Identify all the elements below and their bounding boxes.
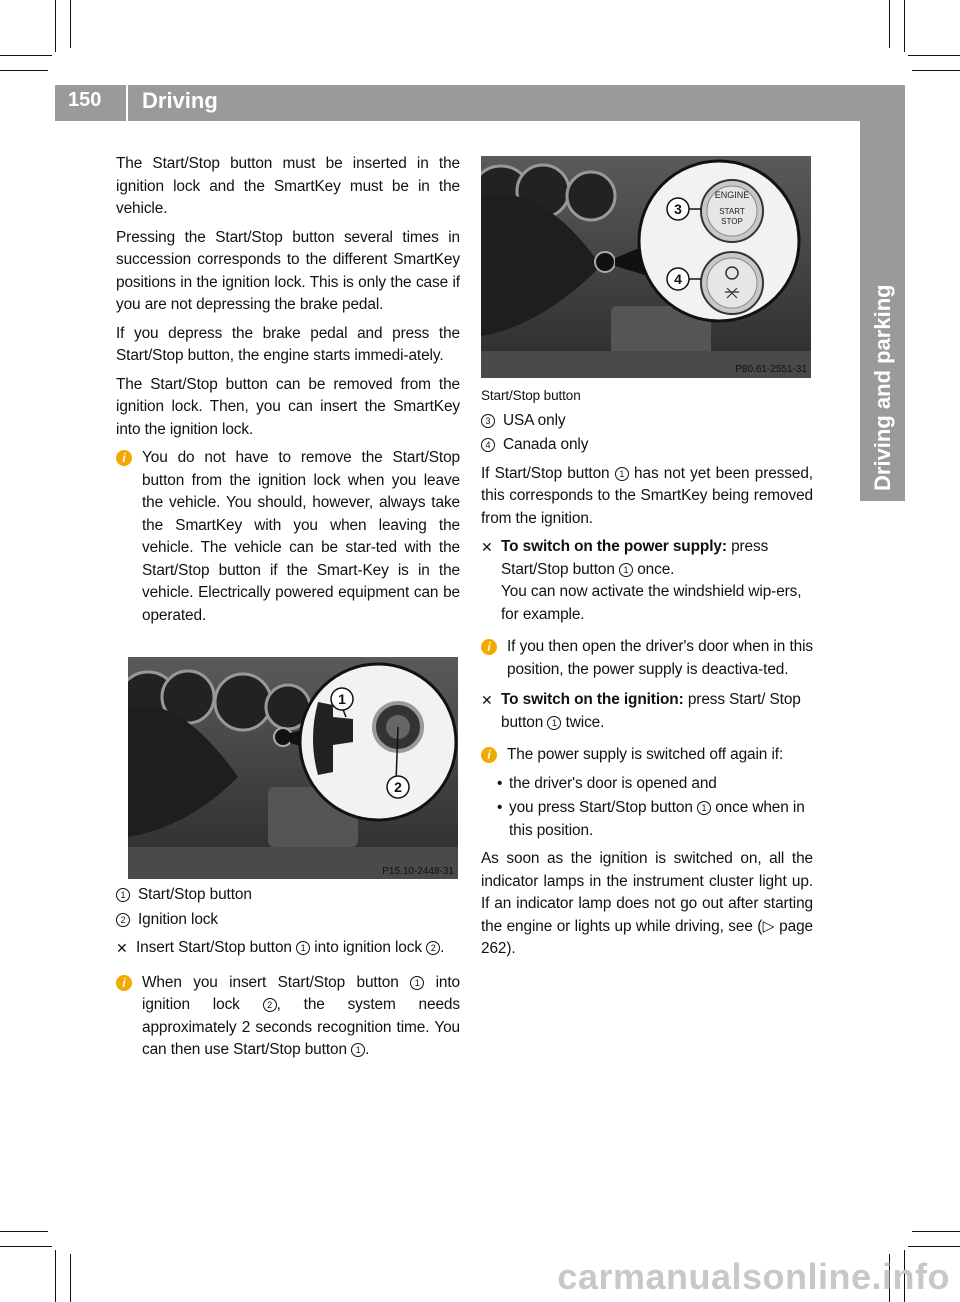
paragraph: The Start/Stop button must be inserted in the ignition lock and the SmartKey must be in the vehicle.: [116, 155, 460, 217]
step-text: .: [440, 939, 445, 956]
crop-mark: [70, 0, 71, 48]
info-text: The power supply is switched off again if:: [507, 746, 784, 763]
callout-number: 2: [263, 998, 277, 1012]
paragraph: [481, 463, 813, 531]
paragraph-text: As soon as the ignition is switched on, all the indicator lamps in the instrument cluster light up. If an indicator lamp does not go out after starting the engine or lights up while driving, see (: [481, 850, 813, 935]
dashboard-illustration: [481, 156, 811, 378]
info-text: .: [365, 1041, 370, 1058]
callout-number: 1: [615, 467, 629, 481]
info-icon: i: [116, 975, 132, 991]
start-label: START: [719, 207, 745, 216]
figure-code: P15.10-2448-31: [382, 866, 454, 877]
bullet-icon: •: [497, 799, 503, 816]
right-column: [481, 385, 813, 967]
info-text: into ignition lock: [142, 973, 460, 1013]
step-title: To switch on the power supply:: [501, 538, 727, 555]
info-text: , the system needs approximately 2 seconds recognition time. You can then use Start/Stop button: [142, 996, 460, 1058]
list-item-text: the driver's door is opened and: [509, 774, 717, 792]
callout-4: 4: [674, 271, 682, 287]
crop-mark: [55, 0, 56, 52]
list-item-text: once when in this position.: [509, 799, 805, 839]
watermark: carmanualsonline.info: [557, 1256, 950, 1297]
callout-number: 1: [697, 801, 711, 815]
engine-start-stop-photo: [481, 156, 811, 378]
page-reference-link[interactable]: page 262).: [481, 917, 814, 957]
left-column: [116, 153, 460, 633]
crop-mark: [0, 70, 48, 71]
step-text: press Start/ Stop button: [501, 691, 801, 731]
section-tab: [860, 121, 905, 501]
crop-mark: [912, 1231, 960, 1232]
callout-number: 1: [410, 976, 424, 990]
callout-number: 1: [116, 888, 130, 902]
crop-mark: [0, 1231, 48, 1232]
callout-number: 1: [619, 563, 633, 577]
crop-mark: [889, 0, 890, 48]
legend-text: Ignition lock: [138, 910, 218, 928]
crop-mark: [908, 55, 960, 56]
crop-mark: [0, 55, 52, 56]
legend-item: [481, 410, 813, 433]
step-text: twice.: [565, 713, 605, 731]
crop-mark: [55, 1250, 56, 1302]
list-item: [481, 797, 813, 842]
crop-mark: [904, 0, 905, 52]
callout-number: 3: [481, 414, 495, 428]
info-icon: i: [481, 747, 497, 763]
step-arrow-icon: ✕: [481, 692, 493, 708]
paragraph-text: If Start/Stop button: [481, 464, 610, 482]
callout-3: 3: [674, 201, 682, 217]
legend-item: [116, 884, 460, 907]
step-title: To switch on the ignition:: [501, 691, 684, 708]
list-item-text: you press Start/Stop button: [509, 799, 693, 816]
callout-number: 4: [481, 438, 495, 452]
callout-number: 2: [426, 941, 440, 955]
figure-caption: Start/Stop button: [481, 388, 581, 403]
info-note: [481, 636, 813, 681]
step-text: press Start/Stop button: [501, 538, 769, 578]
paragraph: If you depress the brake pedal and press the Start/Stop button, the engine starts immedi-ately.: [116, 324, 460, 364]
legend-item: [481, 434, 813, 457]
figure-code: P80.61-2551-31: [735, 364, 807, 375]
info-icon: i: [116, 450, 132, 466]
info-text: You do not have to remove the Start/Stop button from the ignition lock when you leave the vehicle. You should, however, always take the SmartKey with you when leaving the vehicle. The vehicle can be star-ted with the Start/Stop button if the Smart-Key is in the vehicle. Electrically powered equipment can be operated.: [142, 449, 460, 624]
legend-text: Canada only: [503, 436, 589, 453]
crop-mark: [908, 1246, 960, 1247]
callout-number: 1: [296, 941, 310, 955]
legend-text: Start/Stop button: [138, 886, 252, 903]
step-arrow-icon: ✕: [116, 940, 128, 956]
bullet-icon: •: [497, 774, 503, 792]
instruction-step: [116, 937, 460, 960]
crop-mark: [70, 1254, 71, 1302]
callout-1: 1: [338, 691, 346, 707]
paragraph: The Start/Stop button can be removed from the ignition lock. Then, you can insert the SmartKey into the ignition lock.: [116, 375, 460, 438]
step-text: You can now activate the windshield wip-ers, for example.: [501, 583, 802, 623]
paragraph: [481, 848, 813, 961]
paragraph: Pressing the Start/Stop button several times in succession corresponds to the different SmartKey positions in the ignition lock. This is only the case if you are not depressing the brake pedal.: [116, 228, 460, 313]
step-text: into ignition lock: [314, 939, 422, 956]
step-text: Insert Start/Stop button: [136, 939, 292, 956]
section-tab-label: Driving and parking: [870, 284, 895, 491]
left-column-lower: [116, 884, 460, 1068]
legend-item: [116, 909, 460, 932]
legend-text: USA only: [503, 411, 566, 429]
info-text: If you then open the driver's door when in this position, the power supply is deactiva-ted.: [507, 638, 813, 678]
callout-2: 2: [394, 779, 402, 795]
header-divider: [126, 85, 128, 121]
callout-number: 2: [116, 913, 130, 927]
info-note: [116, 972, 460, 1062]
stop-label: STOP: [721, 217, 743, 226]
crop-mark: [0, 1246, 52, 1247]
ignition-lock-photo: [128, 657, 458, 879]
crop-mark: [912, 70, 960, 71]
callout-number: 1: [351, 1043, 365, 1057]
page-number: 150: [68, 89, 102, 111]
step-arrow-icon: ✕: [481, 539, 493, 555]
info-note: [481, 744, 813, 767]
dashboard-illustration: [128, 657, 458, 879]
info-note: [116, 447, 460, 627]
page-title: Driving: [142, 88, 218, 113]
instruction-step: [481, 536, 813, 626]
info-icon: i: [481, 639, 497, 655]
step-text: once.: [637, 560, 675, 578]
list-item: [481, 773, 813, 796]
callout-number: 1: [547, 716, 561, 730]
engine-label: ENGINE: [714, 190, 750, 200]
instruction-step: [481, 689, 813, 734]
info-text: When you insert Start/Stop button: [142, 973, 399, 991]
paragraph-text: has not yet been pressed, this corresponds to the SmartKey being removed from the ignition.: [481, 464, 813, 527]
page-ref-arrow-icon: ▷: [762, 917, 775, 935]
